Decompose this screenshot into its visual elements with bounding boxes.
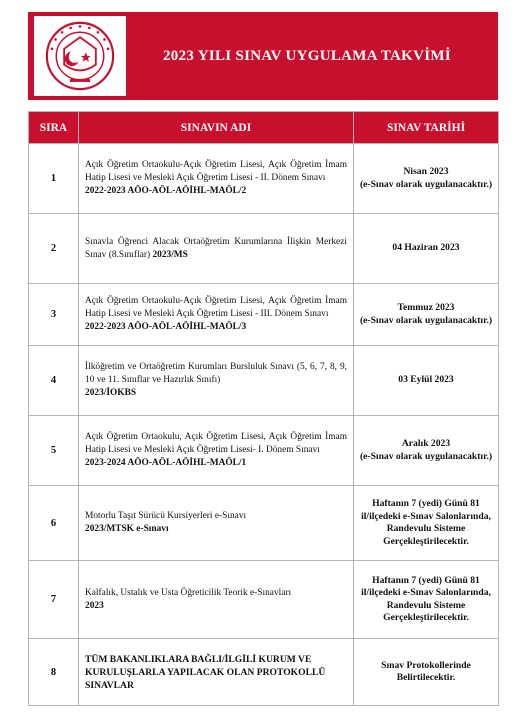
- exam-name: Sınavla Öğrenci Alacak Ortaöğretim Kurumlarına İlişkin Merkezi Sınav (8.Sınıflar): [85, 236, 347, 260]
- table-row: [29, 214, 499, 284]
- exam-date: Nisan 2023 (e-Sınav olarak uygulanacaktır.): [354, 144, 499, 214]
- row-number: 5: [29, 416, 79, 486]
- exam-calendar-table: [28, 111, 499, 706]
- table-row: [29, 416, 499, 486]
- exam-code: 2023/MS: [152, 249, 188, 260]
- exam-name-cell: [79, 284, 354, 346]
- row-number: 6: [29, 486, 79, 561]
- exam-date: Haftanın 7 (yedi) Günü 81 il/ilçedeki e-Sınav Salonlarında, Randevulu Sisteme Gerçekleştirilecektir.: [354, 486, 499, 561]
- column-header-sinav-tarihi: SINAV TARİHİ: [354, 112, 499, 144]
- exam-code: 2022-2023 AÖO-AÖL-AÖİHL-MAÖL/3: [85, 322, 247, 332]
- row-number: 2: [29, 214, 79, 284]
- row-number: 3: [29, 284, 79, 346]
- exam-name-cell: [79, 214, 354, 284]
- exam-code: 2022-2023 AÖO-AÖL-AÖİHL-MAÖL/2: [85, 186, 247, 196]
- exam-code: 2023: [85, 600, 104, 611]
- exam-code: 2023/İOKBS: [85, 388, 137, 398]
- exam-date: Temmuz 2023 (e-Sınav olarak uygulanacaktır.): [354, 284, 499, 346]
- exam-name: Kalfalık, Ustalık ve Usta Öğreticilik Teorik e-Sınavları: [85, 587, 292, 598]
- exam-date: Haftanın 7 (yedi) Günü 81 il/ilçedeki e-Sınav Salonlarında, Randevulu Sisteme Gerçekleştirilecektir.: [354, 561, 499, 639]
- exam-name: Açık Öğretim Ortaokulu-Açık Öğretim Lisesi, Açık Öğretim İmam Hatip Lisesi ve Mesleki Açık Öğretim Lisesi - II. Dönem Sınavı: [85, 160, 347, 183]
- table-row: [29, 486, 499, 561]
- row-number: 8: [29, 639, 79, 706]
- exam-name: TÜM BAKANLIKLARA BAĞLI/İLGİLİ KURUM VE KURULUŞLARLA YAPILACAK OLAN PROTOKOLLÜ SINAVLAR: [85, 653, 326, 691]
- table-header-row: [29, 112, 499, 144]
- exam-name-cell: [79, 639, 354, 706]
- exam-name-cell: [79, 346, 354, 416]
- exam-code: 2023-2024 AÖO-AÖL-AÖİHL-MAÖL/1: [85, 458, 247, 468]
- exam-name: Motorlu Taşıt Sürücü Kursiyerleri e-Sınavı: [85, 511, 247, 521]
- exam-name-cell: [79, 416, 354, 486]
- row-number: 1: [29, 144, 79, 214]
- exam-name-cell: [79, 486, 354, 561]
- exam-date: Sınav Protokollerinde Belirtilecektir.: [354, 639, 499, 706]
- exam-date: Aralık 2023 (e-Sınav olarak uygulanacaktır.): [354, 416, 499, 486]
- exam-name: İlköğretim ve Ortaöğretim Kurumları Bursluluk Sınavı (5, 6, 7, 8, 9, 10 ve 11. Sınıflar ve Hazırlık Sınıfı): [85, 362, 347, 385]
- page-header: [28, 12, 498, 100]
- page-title: 2023 YILI SINAV UYGULAMA TAKVİMİ: [163, 47, 451, 64]
- table-row: [29, 284, 499, 346]
- exam-name: Açık Öğretim Ortaokulu, Açık Öğretim Lisesi, Açık Öğretim İmam Hatip Lisesi ve Mesleki Açık Öğretim Lisesi- I. Dönem Sınavı: [85, 432, 347, 455]
- row-number: 7: [29, 561, 79, 639]
- ministry-logo: [34, 16, 126, 96]
- table-row: [29, 561, 499, 639]
- ministry-seal-icon: [44, 20, 116, 92]
- table-row: [29, 346, 499, 416]
- exam-name-cell: [79, 561, 354, 639]
- row-number: 4: [29, 346, 79, 416]
- table-row: [29, 144, 499, 214]
- exam-name: Açık Öğretim Ortaokulu-Açık Öğretim Lisesi, Açık Öğretim İmam Hatip Lisesi ve Mesleki Açık Öğretim Lisesi - III. Dönem Sınavı: [85, 296, 347, 319]
- exam-date: 04 Haziran 2023: [354, 214, 499, 284]
- exam-date: 03 Eylül 2023: [354, 346, 499, 416]
- column-header-sira: SIRA: [29, 112, 79, 144]
- exam-code: 2023/MTSK e-Sınavı: [85, 524, 169, 534]
- column-header-sinavin-adi: SINAVIN ADI: [79, 112, 354, 144]
- exam-name-cell: [79, 144, 354, 214]
- table-row: [29, 639, 499, 706]
